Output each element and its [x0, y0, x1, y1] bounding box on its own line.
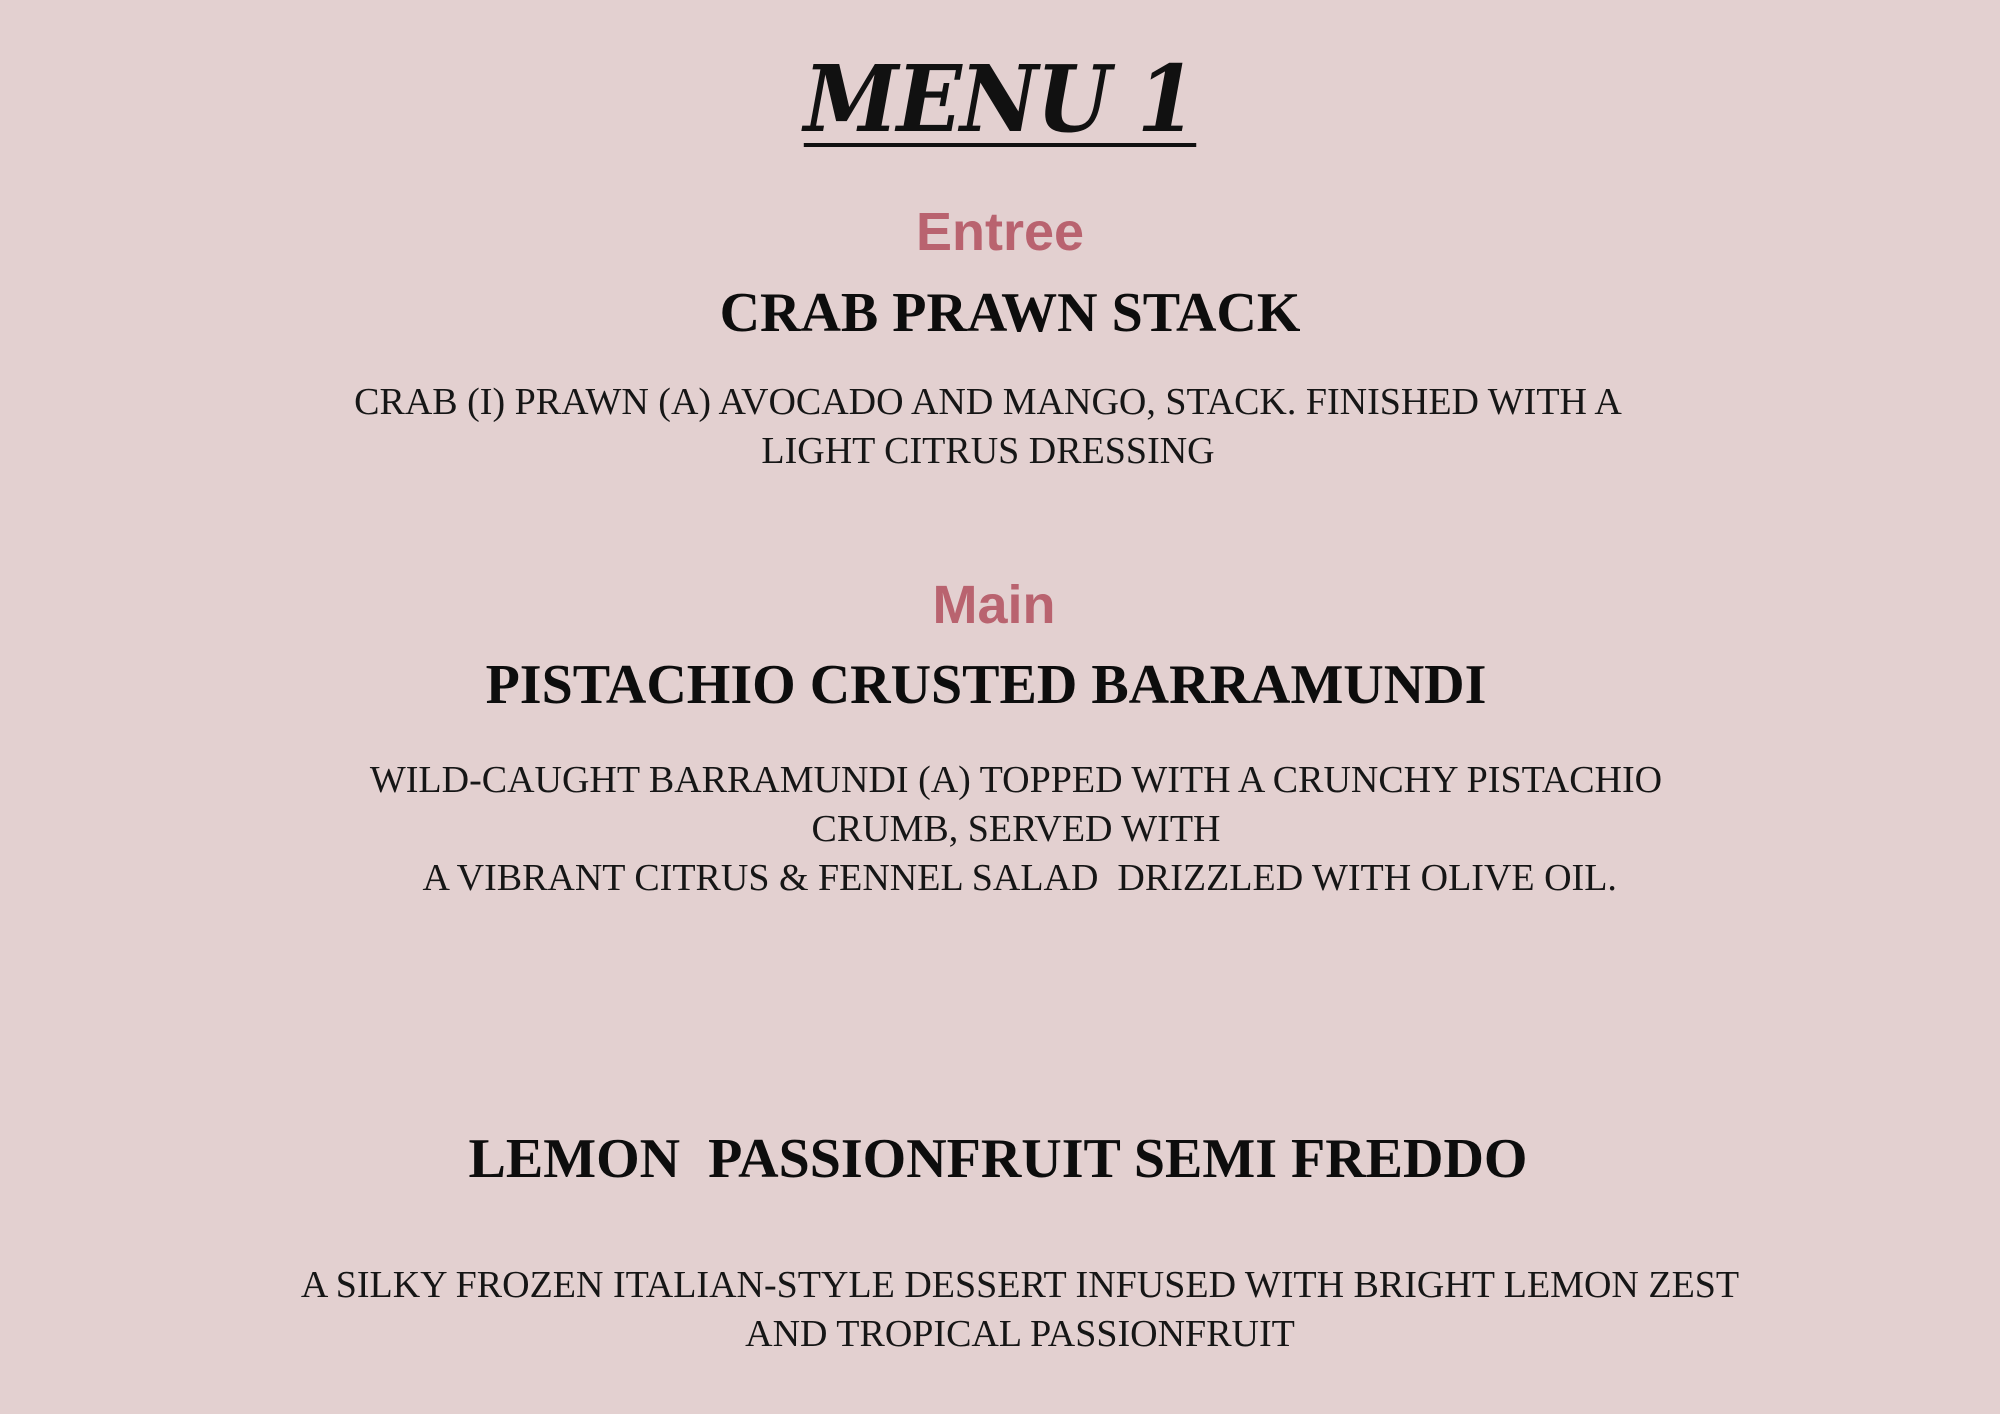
dish-description-line: LIGHT CITRUS DRESSING: [761, 430, 1215, 472]
dish-name-entree: CRAB PRAWN STACK: [719, 282, 1301, 344]
dish-description-line: CRAB (I) PRAWN (A) AVOCADO AND MANGO, STACK. FINISHED WITH A: [354, 381, 1622, 423]
menu-title: [0, 44, 2000, 154]
dish-description-entree: [0, 378, 1988, 476]
section-label-main: Main: [932, 575, 1056, 635]
dish-description-line: CRUMB, SERVED WITH: [811, 808, 1221, 850]
dish-name-dessert: LEMON PASSIONFRUIT SEMI FREDDO: [468, 1128, 1528, 1190]
dish-name-main: PISTACHIO CRUSTED BARRAMUNDI: [485, 654, 1487, 716]
dish-description-main: [16, 756, 2000, 903]
dish-description-dessert: [20, 1261, 2000, 1359]
dish-description-line: WILD-CAUGHT BARRAMUNDI (A) TOPPED WITH A CRUNCHY PISTACHIO: [369, 759, 1663, 801]
dish-description-line: A SILKY FROZEN ITALIAN-STYLE DESSERT INFUSED WITH BRIGHT LEMON ZEST: [300, 1264, 1740, 1306]
dish-description-line: A VIBRANT CITRUS & FENNEL SALAD DRIZZLED WITH OLIVE OIL.: [415, 857, 1617, 899]
dish-description-line: AND TROPICAL PASSIONFRUIT: [745, 1313, 1295, 1355]
section-label-entree: Entree: [915, 202, 1085, 262]
menu-title-text: MENU 1: [803, 45, 1195, 153]
